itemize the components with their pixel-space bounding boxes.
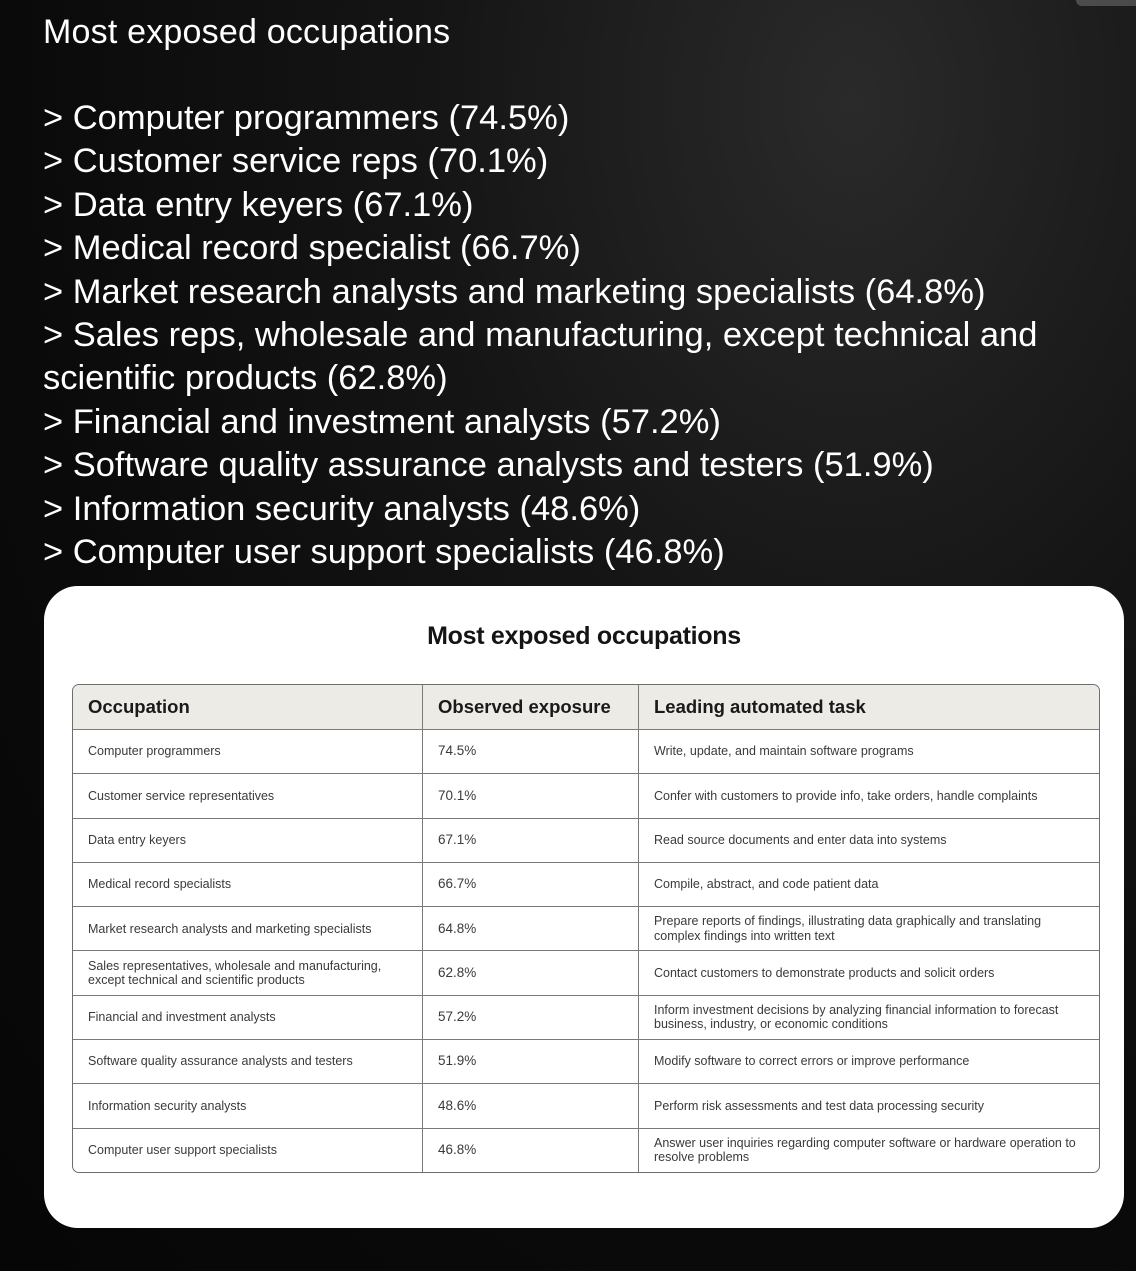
table-row — [73, 995, 1099, 1039]
task-cell: Modify software to correct errors or improve performance — [654, 1054, 970, 1069]
exposure-cell: 48.6% — [423, 1084, 639, 1127]
task-cell: Perform risk assessments and test data processing security — [654, 1098, 984, 1113]
exposure-cell: 67.1% — [423, 819, 639, 862]
exposure-cell: 46.8% — [423, 1129, 639, 1172]
task-cell: Contact customers to demonstrate products and solicit orders — [654, 965, 995, 980]
occupation-cell: Computer user support specialists — [73, 1129, 423, 1172]
task-cell: Compile, abstract, and code patient data — [654, 877, 879, 892]
table-row — [73, 818, 1099, 862]
corner-ui-fragment — [1076, 0, 1136, 6]
task-cell: Write, update, and maintain software programs — [654, 744, 914, 759]
post-list-item: > Customer service reps (70.1%) — [43, 142, 549, 181]
post-list — [43, 97, 1133, 574]
table-row — [73, 862, 1099, 906]
exposure-cell: 62.8% — [423, 951, 639, 994]
task-cell: Confer with customers to provide info, take orders, handle complaints — [654, 788, 1038, 803]
table-row — [73, 729, 1099, 773]
post-list-item: > Financial and investment analysts (57.2%) — [43, 402, 721, 441]
table-row — [73, 1128, 1099, 1172]
occupation-cell: Software quality assurance analysts and testers — [73, 1040, 423, 1083]
table-row — [73, 773, 1099, 817]
exposure-cell: 64.8% — [423, 907, 639, 950]
post-list-item: > Computer user support specialists (46.8%) — [43, 533, 725, 572]
occupation-cell: Medical record specialists — [73, 863, 423, 906]
table-row — [73, 906, 1099, 950]
occupation-cell: Financial and investment analysts — [73, 996, 423, 1039]
post-text — [43, 10, 1133, 574]
table-title: Most exposed occupations — [427, 622, 741, 650]
occupations-table — [72, 684, 1100, 1173]
exposure-cell: 74.5% — [423, 730, 639, 773]
table-header-row — [73, 685, 1099, 729]
task-cell: Read source documents and enter data into systems — [654, 832, 947, 847]
exposure-cell: 66.7% — [423, 863, 639, 906]
occupation-cell: Data entry keyers — [73, 819, 423, 862]
occupation-cell: Information security analysts — [73, 1084, 423, 1127]
post-list-item: > Data entry keyers (67.1%) — [43, 185, 474, 224]
column-header-task: Leading automated task — [654, 695, 866, 717]
post-list-item: > Information security analysts (48.6%) — [43, 489, 641, 528]
table-row — [73, 1083, 1099, 1127]
exposure-cell: 57.2% — [423, 996, 639, 1039]
post-list-item: > Computer programmers (74.5%) — [43, 99, 570, 137]
task-cell: Inform investment decisions by analyzing financial information to forecast business, industry, or economic conditions — [654, 1002, 1059, 1032]
occupation-cell: Market research analysts and marketing specialists — [73, 907, 423, 950]
post-list-item: > Market research analysts and marketing specialists (64.8%) — [43, 272, 986, 311]
occupation-cell: Sales representatives, wholesale and manufacturing, except technical and scientific products — [73, 951, 423, 994]
column-header-occupation: Occupation — [73, 685, 423, 729]
column-header-exposure: Observed exposure — [423, 685, 639, 729]
table-row — [73, 1039, 1099, 1083]
occupation-cell: Computer programmers — [73, 730, 423, 773]
post-list-item: > Sales reps, wholesale and manufacturing, except technical and scientific products (62.8%) — [43, 316, 1038, 398]
task-cell: Answer user inquiries regarding computer software or hardware operation to resolve problems — [654, 1135, 1076, 1165]
occupation-cell: Customer service representatives — [73, 774, 423, 817]
exposure-cell: 51.9% — [423, 1040, 639, 1083]
exposure-cell: 70.1% — [423, 774, 639, 817]
table-row — [73, 950, 1099, 994]
post-list-item: > Software quality assurance analysts and testers (51.9%) — [43, 446, 934, 485]
table-image-card[interactable] — [44, 586, 1124, 1228]
post-heading: Most exposed occupations — [43, 13, 451, 51]
post-list-item: > Medical record specialist (66.7%) — [43, 229, 581, 268]
task-cell: Prepare reports of findings, illustrating data graphically and translating complex findings into written text — [654, 914, 1042, 943]
